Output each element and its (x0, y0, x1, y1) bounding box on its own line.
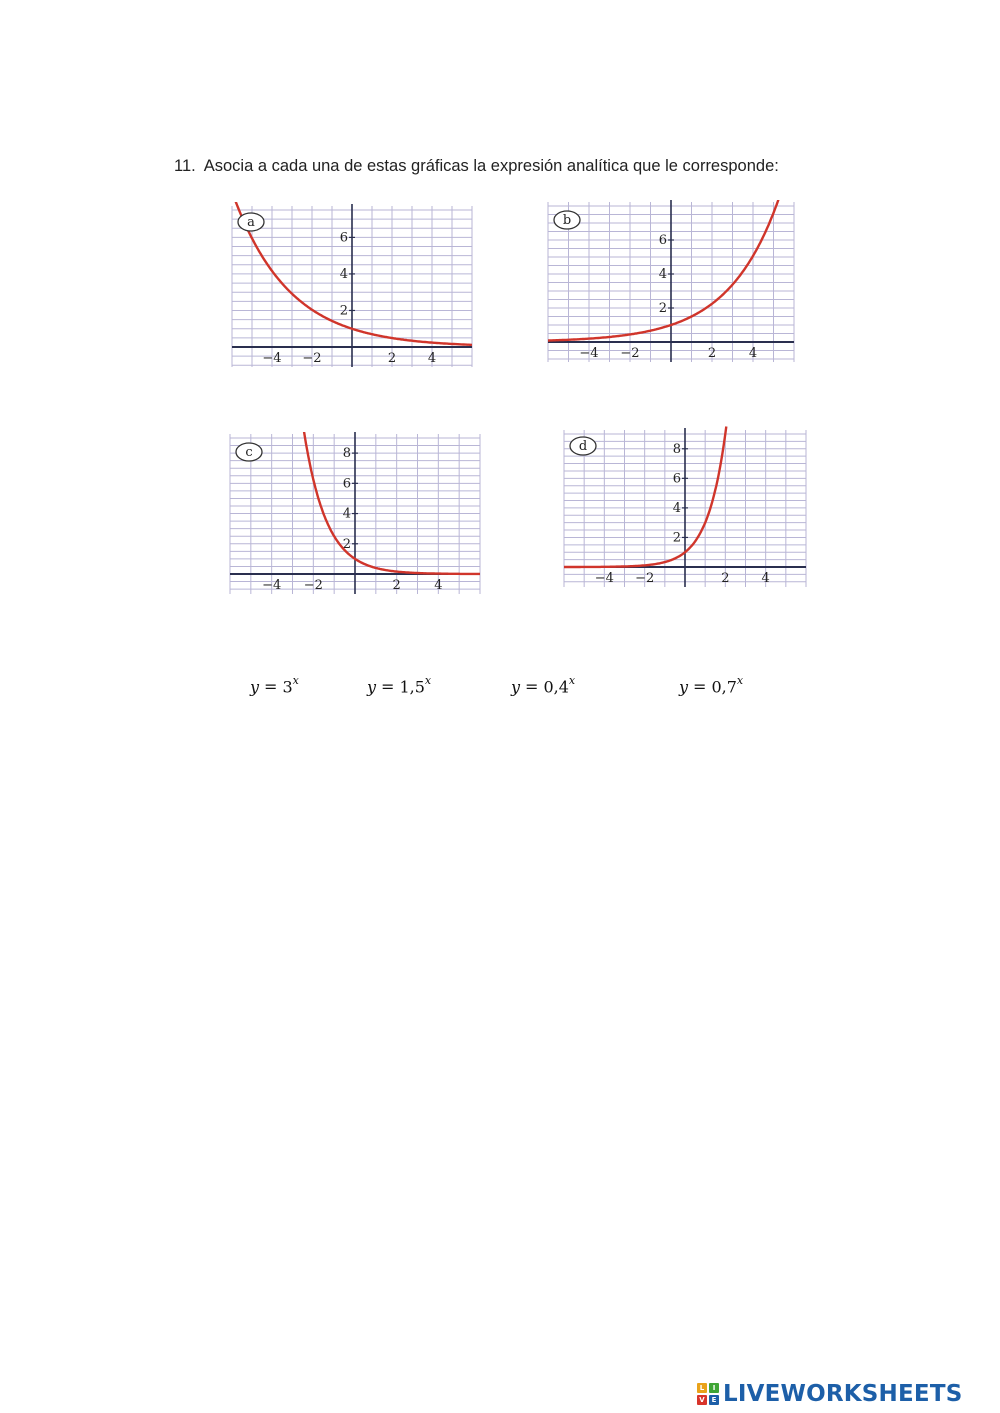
graph-label-text: d (578, 439, 588, 454)
formula-exponent: x (292, 674, 299, 687)
graph-b (546, 200, 796, 375)
x-tick-label: −2 (635, 571, 655, 586)
logo-letter: V (697, 1395, 707, 1405)
formula-base: 0,7 (711, 677, 737, 697)
formula-2[interactable] (367, 676, 431, 696)
y-tick-label: 6 (658, 233, 667, 248)
graph-a (228, 202, 476, 372)
formula-equals: = (381, 677, 395, 697)
formula-variable: y (679, 677, 689, 697)
y-tick-label: 2 (672, 530, 681, 546)
logo-letter: E (709, 1395, 719, 1405)
graph-label-text: c (245, 445, 253, 460)
y-tick-label: 4 (339, 266, 348, 282)
formula-variable: y (367, 677, 377, 697)
y-tick-label: 4 (672, 500, 681, 516)
liveworksheets-logo[interactable] (697, 1381, 962, 1407)
formula-variable: y (511, 677, 521, 697)
formula-base: 3 (282, 677, 293, 697)
formula-3[interactable] (511, 676, 575, 696)
y-tick-label: 4 (342, 506, 351, 522)
graph-label (236, 443, 262, 461)
graph-d-plot (562, 426, 808, 598)
x-tick-label: −4 (594, 571, 614, 586)
formula-equals: = (264, 677, 278, 697)
graph-label-text: a (247, 215, 255, 230)
question-text (174, 157, 779, 176)
y-tick-label: 4 (658, 267, 667, 282)
y-tick-label: 2 (339, 303, 348, 319)
y-tick-label: 6 (339, 230, 348, 246)
graph-a-plot (228, 202, 476, 372)
formula-4[interactable] (679, 676, 743, 696)
formula-exponent: x (424, 674, 432, 687)
question-number: 11. (174, 157, 196, 175)
x-tick-label: 2 (721, 571, 730, 586)
x-tick-label: 4 (748, 346, 758, 361)
x-tick-label: −2 (620, 346, 640, 361)
graph-b-plot (546, 200, 796, 375)
graph-c (228, 432, 482, 594)
y-tick-label: 8 (342, 446, 351, 462)
graph-d (562, 426, 808, 598)
y-tick-label: 2 (342, 536, 351, 552)
x-tick-label: −2 (302, 351, 322, 366)
x-tick-label: 4 (427, 351, 437, 366)
graph-c-plot (228, 432, 482, 594)
x-tick-label: −4 (262, 351, 282, 366)
graph-label-text: b (562, 213, 572, 228)
x-tick-label: 2 (387, 351, 397, 366)
formula-equals: = (693, 677, 707, 697)
x-tick-label: −2 (303, 578, 323, 593)
y-tick-label: 6 (342, 476, 351, 492)
formula-base: 1,5 (399, 677, 425, 697)
graph-label (570, 437, 596, 455)
formula-variable: y (250, 677, 260, 697)
x-tick-label: 2 (707, 346, 717, 361)
question-prompt: Asocia a cada una de estas gráficas la expresión analítica que le corresponde: (203, 157, 779, 175)
formula-equals: = (525, 677, 539, 697)
graph-label (554, 211, 580, 229)
formula-exponent: x (568, 674, 576, 687)
y-tick-label: 8 (672, 441, 681, 457)
y-tick-label: 6 (672, 471, 681, 487)
x-tick-label: −4 (579, 346, 599, 361)
x-tick-label: 2 (392, 578, 401, 593)
formula-exponent: x (736, 674, 744, 687)
logo-letter: L (697, 1383, 707, 1393)
logo-text: LIVEWORKSHEETS (723, 1381, 963, 1407)
x-tick-label: 4 (434, 578, 443, 593)
logo-letter: I (709, 1383, 719, 1393)
x-tick-label: −4 (262, 578, 282, 593)
y-tick-label: 2 (658, 301, 667, 316)
formula-1[interactable] (250, 676, 299, 696)
logo-mark-icon (697, 1383, 719, 1405)
x-tick-label: 4 (761, 571, 770, 586)
formula-base: 0,4 (543, 677, 569, 697)
graph-label (238, 213, 264, 231)
